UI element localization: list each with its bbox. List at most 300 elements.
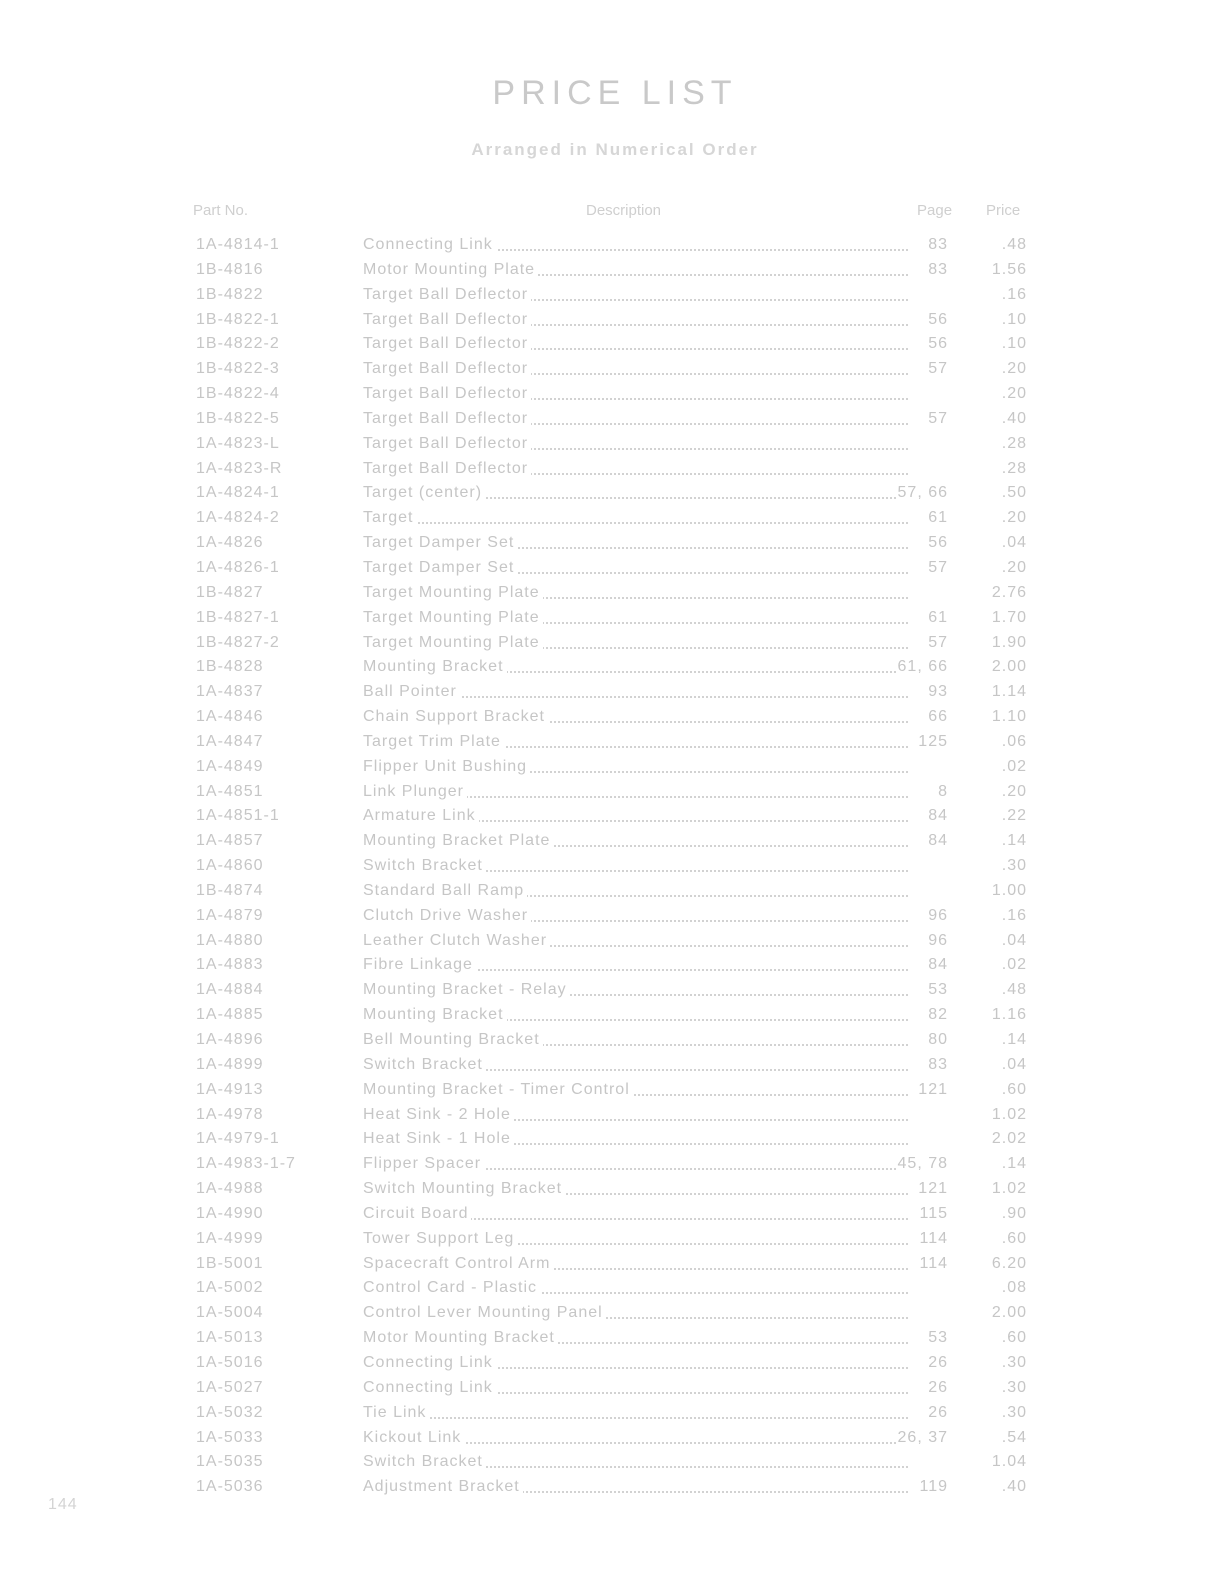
price-cell: .22 xyxy=(1001,807,1027,825)
table-row xyxy=(0,582,1230,607)
part-number-cell: 1A-4824-1 xyxy=(196,484,280,502)
description-cell xyxy=(363,410,908,428)
page-cell: 26 xyxy=(928,1378,948,1396)
part-number-cell: 1B-4827 xyxy=(196,583,264,601)
part-number-cell: 1A-4979-1 xyxy=(196,1130,280,1148)
table-row xyxy=(0,855,1230,880)
description-cell xyxy=(363,758,908,776)
description-cell xyxy=(363,1354,908,1372)
page-cell: 82 xyxy=(928,1006,948,1024)
part-number-cell: 1A-4823-R xyxy=(196,459,283,477)
price-cell: 1.10 xyxy=(991,708,1027,726)
price-cell: .60 xyxy=(1001,1229,1027,1247)
price-cell: 2.00 xyxy=(991,658,1027,676)
description-cell xyxy=(363,609,908,627)
page-cell: 114 xyxy=(919,1229,948,1247)
price-cell: 2.02 xyxy=(991,1130,1027,1148)
description-cell xyxy=(363,1031,908,1049)
part-number-cell: 1B-4827-1 xyxy=(196,608,280,626)
price-cell: .02 xyxy=(1001,757,1027,775)
description-cell xyxy=(363,1404,908,1422)
column-header-part-no: Part No. xyxy=(193,202,249,219)
table-row xyxy=(0,632,1230,657)
table-row xyxy=(0,681,1230,706)
part-number-cell: 1A-4851-1 xyxy=(196,807,280,825)
description-text: Adjustment Bracket xyxy=(363,1478,523,1495)
description-cell xyxy=(363,1205,908,1223)
page-cell: 57 xyxy=(928,558,948,576)
column-header-price: Price xyxy=(986,202,1021,219)
price-cell: .48 xyxy=(1001,981,1027,999)
description-cell xyxy=(363,236,908,254)
description-cell xyxy=(363,1180,908,1198)
description-cell xyxy=(363,1478,908,1496)
description-text: Target Trim Plate xyxy=(363,733,504,750)
table-row xyxy=(0,1302,1230,1327)
page-cell: 61 xyxy=(928,509,948,527)
table-row xyxy=(0,979,1230,1004)
page-cell: 83 xyxy=(928,1055,948,1073)
description-cell xyxy=(363,1329,908,1347)
part-number-cell: 1A-4913 xyxy=(196,1080,264,1098)
description-text: Target xyxy=(363,509,416,526)
part-number-cell: 1A-5004 xyxy=(196,1304,264,1322)
price-cell: .10 xyxy=(1001,335,1027,353)
description-text: Target Ball Deflector xyxy=(363,410,531,427)
price-cell: .40 xyxy=(1001,409,1027,427)
description-cell xyxy=(363,658,908,676)
description-text: Flipper Unit Bushing xyxy=(363,758,530,775)
part-number-cell: 1A-5033 xyxy=(196,1428,264,1446)
description-text: Target Ball Deflector xyxy=(363,360,531,377)
description-text: Motor Mounting Bracket xyxy=(363,1329,558,1346)
page-cell: 57 xyxy=(928,360,948,378)
description-text: Target Mounting Plate xyxy=(363,609,543,626)
table-row xyxy=(0,880,1230,905)
part-number-cell: 1A-4884 xyxy=(196,981,264,999)
description-cell xyxy=(363,1106,908,1124)
part-number-cell: 1A-4880 xyxy=(196,931,264,949)
part-number-cell: 1A-4824-2 xyxy=(196,509,280,527)
part-number-cell: 1A-4990 xyxy=(196,1204,264,1222)
price-cell: 1.56 xyxy=(991,260,1027,278)
page-cell: 57 xyxy=(928,633,948,651)
part-number-cell: 1A-5036 xyxy=(196,1478,264,1496)
part-number-cell: 1B-4874 xyxy=(196,881,264,899)
description-text: Target Ball Deflector xyxy=(363,435,531,452)
page-cell: 56 xyxy=(928,534,948,552)
description-text: Mounting Bracket - Timer Control xyxy=(363,1081,633,1098)
page-cell: 61 xyxy=(928,608,948,626)
table-row xyxy=(0,1153,1230,1178)
page-cell: 114 xyxy=(919,1254,948,1272)
part-number-cell: 1A-4851 xyxy=(196,782,264,800)
table-row xyxy=(0,309,1230,334)
price-cell: .04 xyxy=(1001,1055,1027,1073)
description-cell xyxy=(363,1155,908,1173)
price-cell: .20 xyxy=(1001,385,1027,403)
description-text: Ball Pointer xyxy=(363,683,460,700)
page-cell: 96 xyxy=(928,931,948,949)
table-row xyxy=(0,756,1230,781)
part-number-cell: 1A-4814-1 xyxy=(196,236,280,253)
description-cell xyxy=(363,783,908,801)
part-number-cell: 1A-4826-1 xyxy=(196,558,280,576)
description-text: Target Damper Set xyxy=(363,534,517,551)
part-number-cell: 1A-4879 xyxy=(196,906,264,924)
description-cell xyxy=(363,733,908,751)
part-number-cell: 1B-4822-4 xyxy=(196,385,280,403)
description-text: Heat Sink - 2 Hole xyxy=(363,1106,514,1123)
description-cell xyxy=(363,261,908,279)
price-cell: 1.90 xyxy=(991,633,1027,651)
page-cell: 83 xyxy=(928,236,948,253)
table-row xyxy=(0,1451,1230,1476)
table-row xyxy=(0,408,1230,433)
description-cell xyxy=(363,1056,908,1074)
description-cell xyxy=(363,1130,908,1148)
part-number-cell: 1A-5016 xyxy=(196,1353,264,1371)
part-number-cell: 1A-5027 xyxy=(196,1378,264,1396)
description-cell xyxy=(363,1230,908,1248)
page-cell: 93 xyxy=(928,683,948,701)
description-cell xyxy=(363,509,908,527)
part-number-cell: 1A-4837 xyxy=(196,683,264,701)
table-row xyxy=(0,284,1230,309)
price-cell: .14 xyxy=(1001,832,1027,850)
description-text: Tower Support Leg xyxy=(363,1230,517,1247)
description-cell xyxy=(363,857,908,875)
table-row xyxy=(0,1004,1230,1029)
price-cell: .48 xyxy=(1001,236,1027,253)
description-text: Connecting Link xyxy=(363,1379,496,1396)
part-number-cell: 1A-4860 xyxy=(196,857,264,875)
price-cell: .50 xyxy=(1001,484,1027,502)
description-cell xyxy=(363,1429,908,1447)
part-number-cell: 1A-5002 xyxy=(196,1279,264,1297)
page-subtitle: Arranged in Numerical Order xyxy=(471,140,759,159)
description-text: Switch Bracket xyxy=(363,1453,486,1470)
description-text: Switch Bracket xyxy=(363,1056,486,1073)
table-row xyxy=(0,532,1230,557)
table-row xyxy=(0,905,1230,930)
description-text: Mounting Bracket xyxy=(363,1006,507,1023)
description-cell xyxy=(363,956,908,974)
page-cell: 121 xyxy=(918,1180,948,1198)
table-row xyxy=(0,433,1230,458)
price-cell: 1.14 xyxy=(991,683,1027,701)
price-cell: 1.02 xyxy=(991,1105,1027,1123)
table-row xyxy=(0,805,1230,830)
description-text: Spacecraft Control Arm xyxy=(363,1255,553,1272)
page-cell: 61, 66 xyxy=(897,658,948,676)
part-number-cell: 1A-4885 xyxy=(196,1006,264,1024)
description-cell xyxy=(363,311,908,329)
description-text: Target Ball Deflector xyxy=(363,335,531,352)
table-header xyxy=(0,202,1230,222)
part-number-cell: 1A-4857 xyxy=(196,832,264,850)
column-header-page: Page xyxy=(917,202,953,219)
description-cell xyxy=(363,1453,908,1471)
price-cell: 1.70 xyxy=(991,608,1027,626)
part-number-cell: 1A-4978 xyxy=(196,1105,264,1123)
price-cell: .90 xyxy=(1001,1204,1027,1222)
page-cell: 26 xyxy=(928,1403,948,1421)
price-cell: .04 xyxy=(1001,534,1027,552)
part-number-cell: 1B-4822-1 xyxy=(196,310,280,328)
price-cell: .14 xyxy=(1001,1031,1027,1048)
description-cell xyxy=(363,1255,908,1273)
page-cell: 26, 37 xyxy=(897,1428,948,1446)
part-number-cell: 1B-4816 xyxy=(196,260,264,278)
description-cell xyxy=(363,1006,908,1024)
page-cell: 119 xyxy=(919,1478,948,1496)
price-cell: 6.20 xyxy=(991,1254,1027,1272)
part-number-cell: 1A-5032 xyxy=(196,1403,264,1421)
page-title: PRICE LIST xyxy=(492,74,738,112)
table-row xyxy=(0,930,1230,955)
price-cell: .30 xyxy=(1001,1353,1027,1371)
price-cell: 1.04 xyxy=(991,1453,1027,1471)
description-text: Control Card - Plastic xyxy=(363,1279,540,1296)
part-number-cell: 1A-4826 xyxy=(196,534,264,552)
description-cell xyxy=(363,335,908,353)
part-number-cell: 1A-4988 xyxy=(196,1180,264,1198)
price-cell: .40 xyxy=(1001,1478,1027,1496)
page-cell: 57 xyxy=(928,409,948,427)
part-number-cell: 1A-4823-L xyxy=(196,434,280,452)
part-number-cell: 1A-4846 xyxy=(196,708,264,726)
description-cell xyxy=(363,907,908,925)
price-cell: .20 xyxy=(1001,782,1027,800)
page-number: 144 xyxy=(48,1496,78,1513)
table-row xyxy=(0,1476,1230,1501)
table-row xyxy=(0,234,1230,259)
description-cell xyxy=(363,534,908,552)
price-cell: .60 xyxy=(1001,1080,1027,1098)
description-text: Target Ball Deflector xyxy=(363,311,531,328)
description-cell xyxy=(363,559,908,577)
description-text: Target (center) xyxy=(363,484,485,501)
description-text: Target Ball Deflector xyxy=(363,460,531,477)
description-text: Switch Mounting Bracket xyxy=(363,1180,565,1197)
table-row xyxy=(0,507,1230,532)
price-cell: .54 xyxy=(1001,1428,1027,1446)
part-number-cell: 1A-4899 xyxy=(196,1055,264,1073)
description-cell xyxy=(363,932,908,950)
table-row xyxy=(0,1128,1230,1153)
table-row xyxy=(0,482,1230,507)
price-cell: .02 xyxy=(1001,956,1027,974)
table-row xyxy=(0,1029,1230,1054)
table-row xyxy=(0,458,1230,483)
page-cell: 56 xyxy=(928,310,948,328)
description-text: Bell Mounting Bracket xyxy=(363,1031,543,1048)
part-number-cell: 1A-4999 xyxy=(196,1229,264,1247)
page-cell: 57, 66 xyxy=(897,484,948,502)
description-text: Heat Sink - 1 Hole xyxy=(363,1130,514,1147)
price-cell: 1.00 xyxy=(991,881,1027,899)
page-cell: 56 xyxy=(928,335,948,353)
price-cell: .08 xyxy=(1001,1279,1027,1297)
page-cell: 84 xyxy=(928,832,948,850)
description-cell xyxy=(363,1304,908,1322)
table-row xyxy=(0,358,1230,383)
price-cell: .60 xyxy=(1001,1329,1027,1347)
table-row xyxy=(0,1253,1230,1278)
description-cell xyxy=(363,360,908,378)
table-row xyxy=(0,1402,1230,1427)
page-cell: 80 xyxy=(928,1031,948,1048)
description-text: Motor Mounting Plate xyxy=(363,261,538,278)
price-cell: .04 xyxy=(1001,931,1027,949)
description-text: Circuit Board xyxy=(363,1205,471,1222)
description-text: Target Mounting Plate xyxy=(363,584,543,601)
page-cell: 45, 78 xyxy=(897,1155,948,1173)
price-cell: 2.00 xyxy=(991,1304,1027,1322)
price-cell: 2.76 xyxy=(991,583,1027,601)
page-cell: 66 xyxy=(928,708,948,726)
description-text: Switch Bracket xyxy=(363,857,486,874)
description-text: Mounting Bracket Plate xyxy=(363,832,553,849)
table-row xyxy=(0,781,1230,806)
description-cell xyxy=(363,484,908,502)
part-number-cell: 1A-5035 xyxy=(196,1453,264,1471)
table-row xyxy=(0,333,1230,358)
description-text: Control Lever Mounting Panel xyxy=(363,1304,606,1321)
price-cell: .20 xyxy=(1001,558,1027,576)
table-row xyxy=(0,706,1230,731)
description-text: Armature Link xyxy=(363,807,479,824)
part-number-cell: 1A-4883 xyxy=(196,956,264,974)
page-cell: 53 xyxy=(928,1329,948,1347)
description-text: Chain Support Bracket xyxy=(363,708,548,725)
description-cell xyxy=(363,683,908,701)
description-text: Standard Ball Ramp xyxy=(363,882,527,899)
part-number-cell: 1B-4822-5 xyxy=(196,409,280,427)
page-cell: 115 xyxy=(919,1204,948,1222)
page-cell: 84 xyxy=(928,956,948,974)
table-row xyxy=(0,1427,1230,1452)
part-number-cell: 1A-4849 xyxy=(196,757,264,775)
description-text: Target Ball Deflector xyxy=(363,286,531,303)
table-row xyxy=(0,259,1230,284)
description-text: Target Damper Set xyxy=(363,559,517,576)
price-cell: 1.02 xyxy=(991,1180,1027,1198)
price-cell: .16 xyxy=(1001,906,1027,924)
description-cell xyxy=(363,981,908,999)
description-text: Connecting Link xyxy=(363,1354,496,1371)
description-text: Connecting Link xyxy=(363,236,496,253)
table-row xyxy=(0,557,1230,582)
description-text: Flipper Spacer xyxy=(363,1155,484,1172)
table-row xyxy=(0,731,1230,756)
price-cell: 1.16 xyxy=(991,1006,1027,1024)
price-cell: .10 xyxy=(1001,310,1027,328)
description-cell xyxy=(363,435,908,453)
part-number-cell: 1A-4896 xyxy=(196,1031,264,1048)
description-text: Leather Clutch Washer xyxy=(363,932,550,949)
description-text: Mounting Bracket - Relay xyxy=(363,981,570,998)
description-cell xyxy=(363,1081,908,1099)
price-cell: .06 xyxy=(1001,732,1027,750)
description-cell xyxy=(363,1379,908,1397)
page-cell: 121 xyxy=(918,1080,948,1098)
description-text: Tie Link xyxy=(363,1404,429,1421)
part-number-cell: 1A-4847 xyxy=(196,732,264,750)
description-cell xyxy=(363,286,908,304)
price-cell: .30 xyxy=(1001,1378,1027,1396)
description-text: Kickout Link xyxy=(363,1429,464,1446)
table-row xyxy=(0,1228,1230,1253)
price-cell: .28 xyxy=(1001,459,1027,477)
part-number-cell: 1B-4827-2 xyxy=(196,633,280,651)
description-cell xyxy=(363,634,908,652)
column-header-description: Description xyxy=(586,202,662,219)
table-row xyxy=(0,1352,1230,1377)
table-row xyxy=(0,607,1230,632)
part-number-cell: 1B-5001 xyxy=(196,1254,264,1272)
description-text: Fibre Linkage xyxy=(363,956,476,973)
part-number-cell: 1A-5013 xyxy=(196,1329,264,1347)
table-row xyxy=(0,1203,1230,1228)
description-cell xyxy=(363,584,908,602)
description-text: Link Plunger xyxy=(363,783,467,800)
description-cell xyxy=(363,807,908,825)
table-row xyxy=(0,1377,1230,1402)
price-table xyxy=(0,234,1230,1501)
price-cell: .28 xyxy=(1001,434,1027,452)
page-cell: 8 xyxy=(938,782,948,800)
price-cell: .30 xyxy=(1001,857,1027,875)
page-cell: 84 xyxy=(928,807,948,825)
table-row xyxy=(0,1178,1230,1203)
table-row xyxy=(0,954,1230,979)
part-number-cell: 1B-4828 xyxy=(196,658,264,676)
part-number-cell: 1B-4822 xyxy=(196,285,264,303)
table-row xyxy=(0,656,1230,681)
description-cell xyxy=(363,385,908,403)
price-cell: .30 xyxy=(1001,1403,1027,1421)
description-cell xyxy=(363,1279,908,1297)
price-cell: .20 xyxy=(1001,509,1027,527)
table-row xyxy=(0,1079,1230,1104)
part-number-cell: 1B-4822-3 xyxy=(196,360,280,378)
description-text: Target Mounting Plate xyxy=(363,634,543,651)
part-number-cell: 1A-4983-1-7 xyxy=(196,1155,296,1173)
part-number-cell: 1B-4822-2 xyxy=(196,335,280,353)
table-row xyxy=(0,1277,1230,1302)
price-cell: .20 xyxy=(1001,360,1027,378)
table-row xyxy=(0,383,1230,408)
page-cell: 96 xyxy=(928,906,948,924)
page-cell: 83 xyxy=(928,260,948,278)
description-cell xyxy=(363,460,908,478)
description-cell xyxy=(363,882,908,900)
description-text: Clutch Drive Washer xyxy=(363,907,531,924)
table-row xyxy=(0,1104,1230,1129)
price-cell: .16 xyxy=(1001,285,1027,303)
description-text: Target Ball Deflector xyxy=(363,385,531,402)
description-text: Mounting Bracket xyxy=(363,658,507,675)
page-cell: 53 xyxy=(928,981,948,999)
description-cell xyxy=(363,708,908,726)
table-row xyxy=(0,1327,1230,1352)
page-cell: 125 xyxy=(918,732,948,750)
table-row xyxy=(0,1054,1230,1079)
table-row xyxy=(0,830,1230,855)
page-cell: 26 xyxy=(928,1353,948,1371)
